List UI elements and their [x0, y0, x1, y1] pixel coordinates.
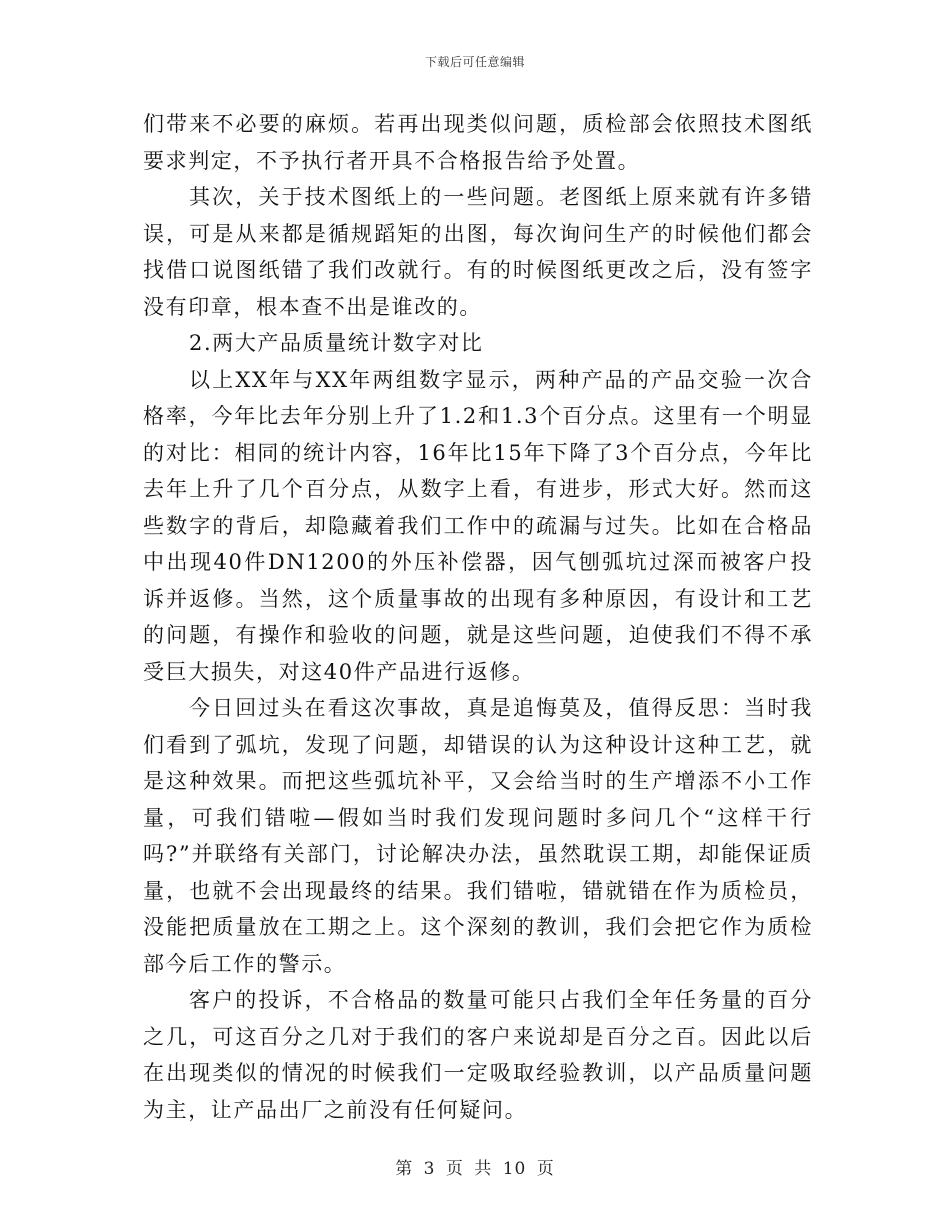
paragraph-drawing-issues: 其次，关于技术图纸上的一些问题。老图纸上原来就有许多错误，可是从来都是循规蹈矩的出图，每次询问生产的时候他们都会找借口说图纸错了我们改就行。有的时候图纸更改之后，没有签字没有印章，根本查不出是谁改的。	[143, 185, 813, 319]
document-body	[143, 106, 813, 1128]
section-heading: 2.两大产品质量统计数字对比	[189, 331, 484, 355]
paragraph-customer-complaints: 客户的投诉，不合格品的数量可能只占我们全年任务量的百分之几，可这百分之几对于我们的客户来说却是百分之百。因此以后在出现类似的情况的时候我们一定吸取经验教训，以产品质量问题为主，让产品出厂之前没有任何疑问。	[143, 988, 813, 1122]
page-header: 下载后可任意编辑	[424, 55, 525, 69]
page-number: 第 3 页 共 10 页	[395, 1159, 555, 1179]
paragraph-statistics: 以上XX年与XX年两组数字显示，两种产品的产品交验一次合格率，今年比去年分别上升了1.2和1.3个百分点。这里有一个明显的对比：相同的统计内容，16年比15年下降了3个百分点，今年比去年上升了几个百分点，从数字上看，有进步，形式大好。然而这些数字的背后，却隐藏着我们工作中的疏漏与过失。比如在合格品中出现40件DN1200的外压补偿器，因气刨弧坑过深而被客户投诉并返修。当然，这个质量事故的出现有多种原因，有设计和工艺的问题，有操作和验收的问题，就是这些问题，迫使我们不得不承受巨大损失，对这40件产品进行返修。	[143, 367, 813, 684]
paragraph-continuation: 们带来不必要的麻烦。若再出现类似问题，质检部会依照技术图纸要求判定，不予执行者开具不合格报告给予处置。	[143, 112, 813, 173]
paragraph-reflection: 今日回过头在看这次事故，真是追悔莫及，值得反思：当时我们看到了弧坑，发现了问题，却错误的认为这种设计这种工艺，就是这种效果。而把这些弧坑补平，又会给当时的生产增添不小工作量，可我们错啦—假如当时我们发现问题时多问几个“这样干行吗?”并联络有关部门，讨论解决办法，虽然耽误工期，却能保证质量，也就不会出现最终的结果。我们错啦，错就错在作为质检员，没能把质量放在工期之上。这个深刻的教训，我们会把它作为质检部今后工作的警示。	[143, 696, 813, 976]
